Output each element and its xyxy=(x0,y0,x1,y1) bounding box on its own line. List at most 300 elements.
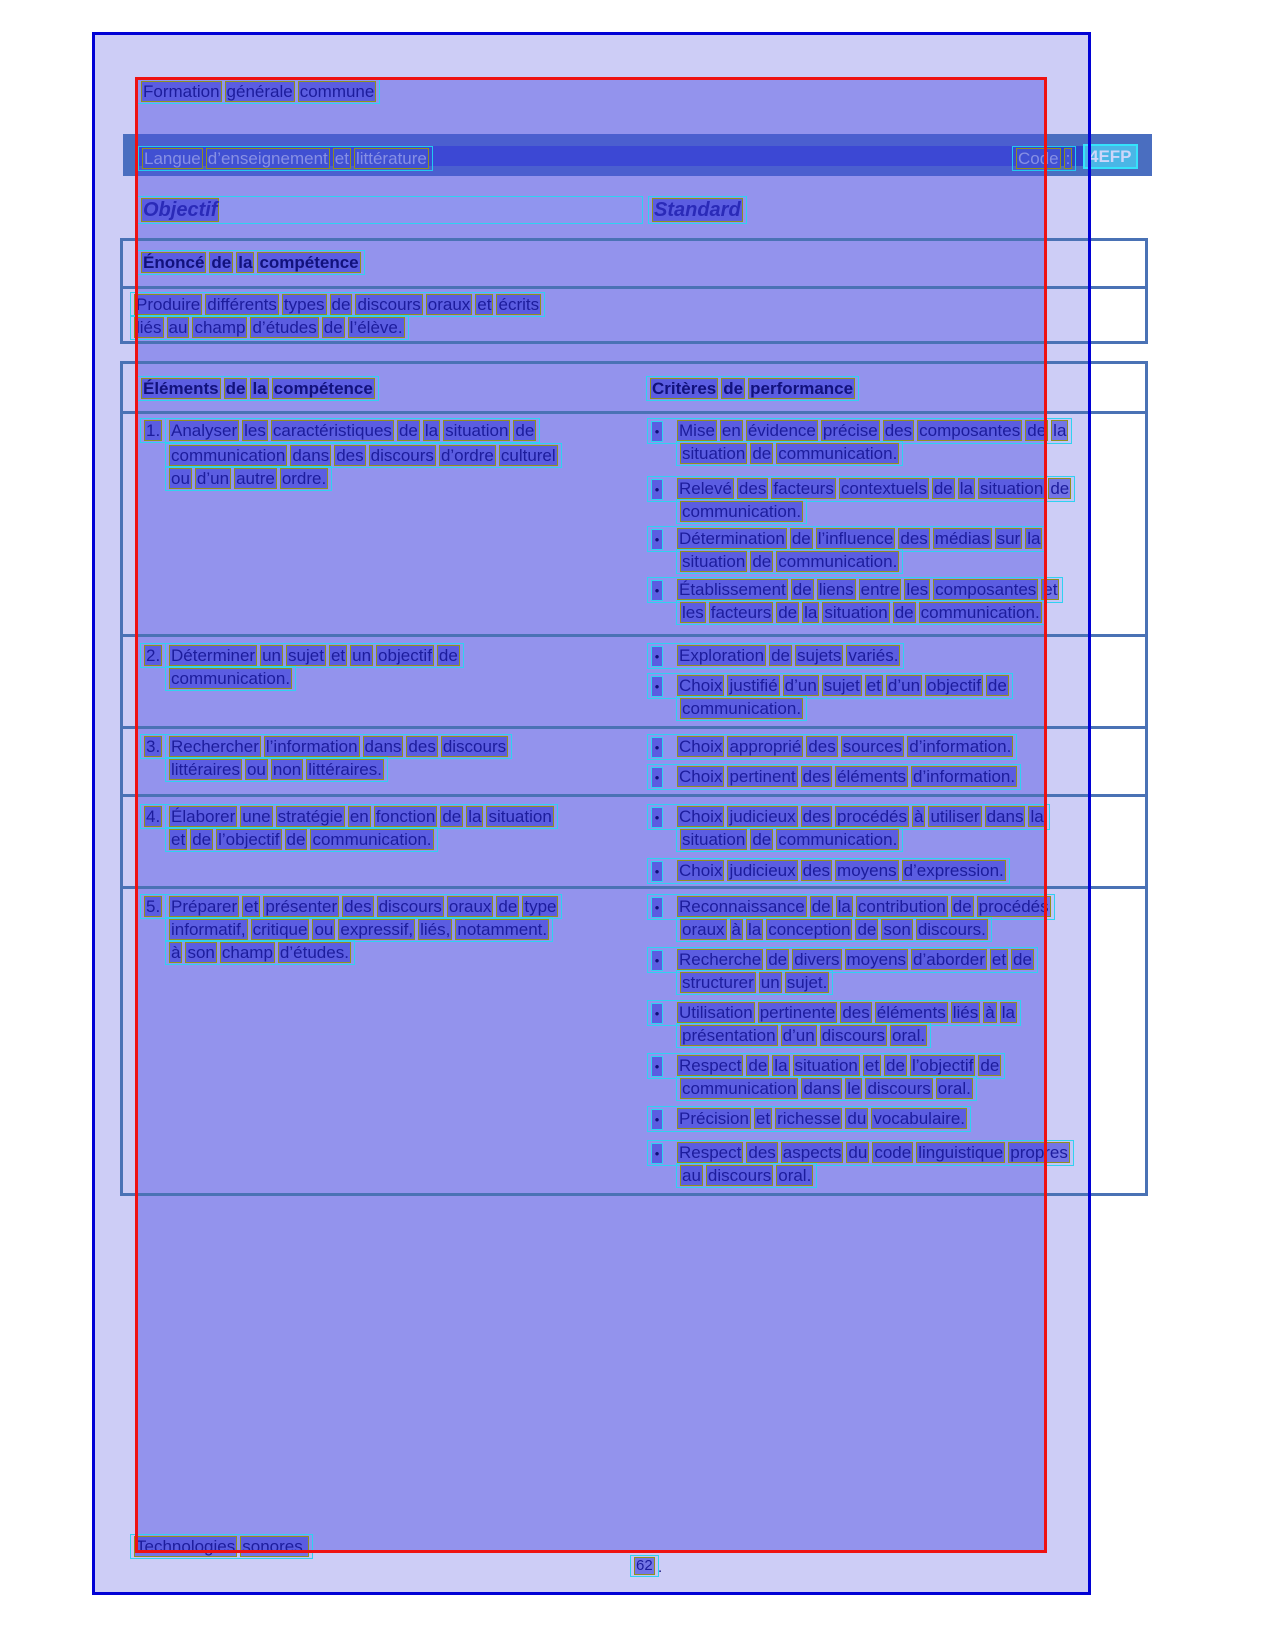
ocr-word-box: du xyxy=(847,1109,867,1128)
ocr-word-box: la xyxy=(238,253,253,272)
ocr-word-box: de xyxy=(768,950,788,969)
ocr-word-box: en xyxy=(349,807,369,826)
ocr-word-box: champ xyxy=(221,943,273,962)
bullet-marker: • xyxy=(651,421,663,442)
ocr-word-box: aspects xyxy=(782,1143,842,1162)
ocr-word-box: communication xyxy=(682,1079,797,1098)
ocr-word-box: la xyxy=(424,421,439,440)
ocr-word-box: oral. xyxy=(937,1079,971,1098)
ocr-word-box: médias xyxy=(934,529,990,548)
ocr-word-box: à xyxy=(171,943,181,962)
enonce-header xyxy=(137,250,365,275)
bullet-marker: • xyxy=(651,580,663,601)
ocr-word-box: communication. xyxy=(778,444,898,463)
ocr-word-box: sujet. xyxy=(786,973,828,992)
item-line xyxy=(165,940,355,965)
ocr-word-box: richesse xyxy=(777,1109,841,1128)
ocr-word-box: de xyxy=(515,421,535,440)
code-label xyxy=(1012,146,1076,171)
ocr-word-box: présenter xyxy=(265,897,338,916)
ocr-word-box: évidence xyxy=(747,421,816,440)
item-line xyxy=(165,804,558,829)
bullet-marker: • xyxy=(651,1003,663,1024)
ocr-word-box: discours xyxy=(867,1079,931,1098)
ocr-word-box: compétence xyxy=(273,379,373,398)
ocr-word-box: présentation xyxy=(682,1026,776,1045)
ocr-word-box: communication. xyxy=(682,699,802,718)
ocr-word-box: l’information xyxy=(265,737,358,756)
ocr-word-box: stratégie xyxy=(277,807,343,826)
criterion-line xyxy=(676,549,903,574)
ocr-word-box: situation xyxy=(445,421,509,440)
ocr-word-box: d’études xyxy=(252,318,317,337)
ocr-word-box: d’information. xyxy=(909,737,1012,756)
ocr-word-box: oraux xyxy=(427,295,471,314)
ocr-word-box: les xyxy=(682,603,704,622)
ocr-word-box: de xyxy=(1013,950,1032,969)
criterion-line xyxy=(676,1076,977,1101)
ocr-word-box: des xyxy=(748,1143,776,1162)
ocr-word-box: un xyxy=(760,973,780,992)
ocr-word-box: Choix xyxy=(679,807,723,826)
ocr-word-box: sources xyxy=(842,737,903,756)
ocr-word-box: des xyxy=(802,861,831,880)
ocr-word-box: discours xyxy=(707,1166,772,1185)
ocr-word-box: de xyxy=(211,253,232,272)
ocr-word-box: littéraires. xyxy=(308,760,382,779)
ocr-word-box: Code xyxy=(1018,149,1059,168)
ocr-word-box: divers xyxy=(794,950,840,969)
table-row-divider xyxy=(123,726,1145,729)
ocr-word-box: Langue xyxy=(144,149,201,168)
ocr-word-box: discours. xyxy=(917,920,986,939)
ocr-word-box: propres xyxy=(1010,1143,1068,1162)
ocr-word-box: éléments xyxy=(837,767,907,786)
ocr-word-box: contribution xyxy=(857,897,946,916)
ocr-word-box: Choix xyxy=(679,737,723,756)
ocr-word-box: communication. xyxy=(682,502,802,521)
ocr-word-box: pertinente xyxy=(759,1003,836,1022)
ocr-word-box: discours xyxy=(357,295,421,314)
bullet-marker: • xyxy=(651,767,663,788)
ocr-word-box: éléments xyxy=(876,1003,946,1022)
ocr-word-box: Exploration xyxy=(679,646,765,665)
ocr-word-box: et xyxy=(171,830,186,849)
ocr-word-box: liés xyxy=(136,318,162,337)
ocr-word-box: Précision xyxy=(679,1109,749,1128)
ocr-word-box: de xyxy=(811,897,831,916)
col2-header xyxy=(646,376,859,401)
ocr-word-box: Détermination xyxy=(679,529,785,548)
ocr-word-box: 4. xyxy=(146,807,161,826)
ocr-word-box: la xyxy=(1027,529,1041,548)
criterion-line xyxy=(676,696,807,721)
ocr-word-box: la xyxy=(1001,1003,1015,1022)
ocr-word-box: de xyxy=(980,1056,1000,1075)
ocr-word-box: Respect xyxy=(679,1143,742,1162)
ocr-word-box: et xyxy=(755,1109,771,1128)
table-row-divider xyxy=(123,886,1145,889)
ocr-word-box: informatif, xyxy=(171,920,246,939)
ocr-word-box: précise xyxy=(822,421,878,440)
ocr-word-box: situation xyxy=(794,1056,858,1075)
ocr-word-box: de xyxy=(752,830,772,849)
ocr-word-box: sujet xyxy=(288,646,324,665)
enonce-line xyxy=(130,315,409,340)
ocr-word-box: de xyxy=(192,830,212,849)
ocr-word-box: Préparer xyxy=(171,897,238,916)
ocr-word-box: de xyxy=(442,807,462,826)
ocr-word-box: de xyxy=(723,379,744,398)
ocr-word-box: communication. xyxy=(778,552,898,571)
ocr-word-box: oraux xyxy=(682,920,725,939)
ocr-word-box: et xyxy=(1043,580,1058,599)
ocr-word-box: les xyxy=(244,421,266,440)
criterion-line xyxy=(676,441,903,466)
ocr-word-box: situation xyxy=(682,552,746,571)
ocr-word-box: de xyxy=(987,676,1007,695)
ocr-word-box: 1. xyxy=(146,421,161,440)
ocr-word-box: fonction xyxy=(375,807,436,826)
criterion-line xyxy=(676,1023,931,1048)
bullet-marker: • xyxy=(651,897,663,918)
ocr-word-box: de xyxy=(886,1056,905,1075)
ocr-word-box: l’objectif xyxy=(911,1056,974,1075)
ocr-word-box: situation xyxy=(979,479,1044,498)
criterion-line xyxy=(647,643,904,669)
ocr-word-box: Éléments xyxy=(143,379,219,398)
table-row-divider xyxy=(123,794,1145,797)
item-number xyxy=(140,418,166,443)
ocr-word-box: 3. xyxy=(146,737,161,756)
ocr-word-box: son xyxy=(187,943,215,962)
ocr-word-box: ou xyxy=(171,469,190,488)
ocr-word-box: au xyxy=(682,1166,701,1185)
heading-standard xyxy=(648,196,747,224)
ocr-word-box: type xyxy=(524,897,557,916)
item-number xyxy=(140,734,166,759)
ocr-word-box: contextuels xyxy=(840,479,927,498)
ocr-word-box: de xyxy=(791,529,811,548)
ocr-word-box: judicieux xyxy=(729,861,796,880)
ocr-word-box: approprié xyxy=(729,737,802,756)
ocr-word-box: utiliser xyxy=(930,807,980,826)
ocr-word-box: de xyxy=(286,830,306,849)
ocr-word-box: l’influence xyxy=(817,529,894,548)
bullet-marker: • xyxy=(651,646,663,667)
ocr-word-box: la xyxy=(774,1056,788,1075)
ocr-word-box: performance xyxy=(750,379,854,398)
ocr-word-box: le xyxy=(847,1079,861,1098)
ocr-word-box: Déterminer xyxy=(171,646,256,665)
ocr-word-box: son xyxy=(883,920,911,939)
item-line xyxy=(165,418,540,443)
ocr-word-box: discours xyxy=(378,897,442,916)
criterion-line xyxy=(676,499,807,524)
ocr-word-box: la xyxy=(748,920,762,939)
criterion-line xyxy=(676,827,903,852)
ocr-word-box: communication. xyxy=(778,830,898,849)
bullet-marker: • xyxy=(651,861,663,882)
bullet-marker: • xyxy=(651,479,663,500)
ocr-word-box: Recherche xyxy=(679,950,762,969)
criterion-line xyxy=(647,734,1017,760)
ocr-word-box: des xyxy=(802,767,831,786)
ocr-word-box: objectif xyxy=(378,646,432,665)
heading-objectif xyxy=(137,196,643,224)
ocr-word-box: types xyxy=(283,295,325,314)
ocr-word-box: des xyxy=(900,529,928,548)
ocr-word-box: de xyxy=(778,603,798,622)
ocr-word-box: communication. xyxy=(312,830,432,849)
ocr-word-box: pertinent xyxy=(729,767,796,786)
ocr-word-box: Technologies xyxy=(136,1537,236,1556)
ocr-word-box: Analyser xyxy=(171,421,238,440)
criterion-line xyxy=(676,600,1046,625)
ocr-word-box: à xyxy=(731,920,741,939)
page-number xyxy=(630,1555,659,1577)
ocr-word-box: compétence xyxy=(259,253,359,272)
ocr-word-box: situation xyxy=(682,830,746,849)
ocr-word-box: moyens xyxy=(837,861,897,880)
ocr-word-box: des xyxy=(808,737,836,756)
ocr-word-box: sujets xyxy=(796,646,842,665)
ocr-word-box: de xyxy=(225,379,246,398)
ocr-word-box: d’information. xyxy=(913,767,1016,786)
table-row-divider xyxy=(123,411,1145,414)
ocr-word-box: : xyxy=(1065,149,1071,168)
subject-title xyxy=(138,146,433,171)
document-title xyxy=(137,79,380,104)
ocr-word-box: d’un xyxy=(782,1026,815,1045)
ocr-word-box: de xyxy=(952,897,972,916)
ocr-word-box: et xyxy=(330,646,346,665)
ocr-word-box: la xyxy=(252,379,267,398)
ocr-word-box: situation xyxy=(682,444,746,463)
ocr-word-box: liés, xyxy=(420,920,451,939)
ocr-word-box: d’un xyxy=(784,676,817,695)
ocr-word-box: 5. xyxy=(146,897,161,916)
ocr-word-box: en xyxy=(721,421,741,440)
ocr-word-box: d’ordre xyxy=(440,446,494,465)
ocr-word-box: d’un xyxy=(887,676,921,695)
bullet-marker: • xyxy=(651,737,663,758)
ocr-word-box: procédés xyxy=(978,897,1049,916)
ocr-word-box: d’enseignement xyxy=(207,149,328,168)
ocr-word-box: dans xyxy=(986,807,1024,826)
ocr-word-box: Choix xyxy=(679,676,723,695)
ocr-word-box: Critères xyxy=(652,379,717,398)
ocr-word-box: moyens xyxy=(846,950,907,969)
ocr-word-box: de xyxy=(752,552,772,571)
ocr-word-box: entre xyxy=(860,580,900,599)
ocr-word-box: ordre. xyxy=(281,469,327,488)
bullet-marker: • xyxy=(651,1143,663,1164)
ocr-word-box: Énoncé xyxy=(143,253,205,272)
ocr-word-box: d’aborder xyxy=(913,950,985,969)
ocr-word-box: des xyxy=(738,479,767,498)
ocr-word-box: Relevé xyxy=(679,479,732,498)
ocr-word-box: non xyxy=(272,760,302,779)
ocr-word-box: un xyxy=(352,646,372,665)
ocr-word-box: des xyxy=(408,737,436,756)
ocr-word-box: et xyxy=(864,1056,880,1075)
ocr-word-box: judicieux xyxy=(729,807,796,826)
ocr-word-box: dans xyxy=(803,1079,841,1098)
ocr-word-box: l’objectif xyxy=(218,830,280,849)
ocr-word-box: des xyxy=(842,1003,870,1022)
ocr-word-box: Respect xyxy=(679,1056,742,1075)
item-number xyxy=(140,643,166,668)
ocr-word-box: une xyxy=(242,807,271,826)
ocr-word-box: de xyxy=(323,318,343,337)
table-row-divider xyxy=(123,634,1145,637)
ocr-word-box: générale xyxy=(226,82,293,101)
ocr-word-box: des xyxy=(344,897,372,916)
ocr-word-box: de xyxy=(894,603,914,622)
ocr-word-box: Formation xyxy=(143,82,220,101)
ocr-word-box: de xyxy=(792,580,812,599)
item-line xyxy=(165,917,553,942)
ocr-word-box: écrits xyxy=(498,295,540,314)
ocr-word-box: ou xyxy=(246,760,266,779)
ocr-word-box: d’expression. xyxy=(903,861,1004,880)
ocr-word-box: procédés xyxy=(837,807,907,826)
ocr-word-box: la xyxy=(837,897,851,916)
ocr-word-box: Choix xyxy=(679,767,723,786)
item-line xyxy=(165,466,332,491)
ocr-word-box: de xyxy=(1027,421,1047,440)
item-line xyxy=(165,894,562,919)
ocr-word-box: liés xyxy=(952,1003,979,1022)
table-row-divider xyxy=(123,286,1145,289)
ocr-word-box: conception xyxy=(768,920,851,939)
ocr-word-box: la xyxy=(468,807,482,826)
ocr-word-box: Objectif xyxy=(143,199,218,221)
ocr-word-box: littérature xyxy=(355,149,427,168)
ocr-word-box: du xyxy=(848,1143,868,1162)
ocr-word-box: Choix xyxy=(679,861,723,880)
bullet-marker: • xyxy=(651,529,663,550)
item-line xyxy=(165,643,464,668)
ocr-word-box: autre xyxy=(236,469,275,488)
ocr-word-box: oral. xyxy=(892,1026,926,1045)
ocr-word-box: de xyxy=(331,295,351,314)
page-number-dot: . xyxy=(658,1559,663,1576)
criterion-line xyxy=(676,1163,817,1188)
ocr-word-box: la xyxy=(804,603,818,622)
ocr-word-box: critique xyxy=(252,920,308,939)
ocr-word-box: communication. xyxy=(920,603,1040,622)
ocr-word-box: 2. xyxy=(146,646,161,665)
ocr-word-box: variés. xyxy=(848,646,899,665)
ocr-word-box: liens xyxy=(818,580,854,599)
item-number xyxy=(140,804,166,829)
ocr-word-box: de xyxy=(857,920,877,939)
ocr-word-box: dans xyxy=(364,737,402,756)
ocr-word-box: la xyxy=(959,479,973,498)
item-line xyxy=(165,666,296,691)
ocr-word-box: notamment. xyxy=(457,920,548,939)
ocr-word-box: vocabulaire. xyxy=(873,1109,966,1128)
ocr-word-box: différents xyxy=(207,295,277,314)
ocr-word-box: la xyxy=(1030,807,1044,826)
ocr-word-box: objectif xyxy=(927,676,981,695)
ocr-word-box: code xyxy=(874,1143,912,1162)
footer-note xyxy=(130,1534,313,1559)
ocr-word-box: oraux xyxy=(448,897,492,916)
ocr-word-box: Élaborer xyxy=(171,807,236,826)
ocr-word-box: dans xyxy=(292,446,330,465)
ocr-word-box: des xyxy=(884,421,913,440)
ocr-word-box: communication. xyxy=(171,669,291,688)
ocr-word-box: et xyxy=(334,149,349,168)
item-line xyxy=(165,734,512,759)
code-value: 4EFP xyxy=(1083,144,1138,169)
ocr-word-box: de xyxy=(752,444,772,463)
ocr-word-box: Utilisation xyxy=(679,1003,753,1022)
ocr-word-box: de xyxy=(1050,479,1070,498)
ocr-word-box: oral. xyxy=(778,1166,812,1185)
ocr-word-box: Produire xyxy=(136,295,201,314)
ocr-word-box: de xyxy=(771,646,790,665)
ocr-word-box: et xyxy=(477,295,492,314)
ocr-word-box: communication xyxy=(171,446,286,465)
ocr-word-box: facteurs xyxy=(773,479,834,498)
ocr-word-box: les xyxy=(906,580,929,599)
ocr-word-box: facteurs xyxy=(710,603,772,622)
ocr-word-box: à xyxy=(985,1003,995,1022)
ocr-word-box: sonores. xyxy=(242,1537,308,1556)
item-line xyxy=(165,827,438,852)
item-line xyxy=(165,757,388,782)
ocr-word-box: discours xyxy=(821,1026,886,1045)
ocr-word-box: culturel xyxy=(500,446,556,465)
ocr-word-box: situation xyxy=(824,603,888,622)
ocr-word-box: structurer xyxy=(682,973,754,992)
ocr-word-box: Rechercher xyxy=(171,737,259,756)
ocr-word-box: commune xyxy=(299,82,375,101)
ocr-word-box: sur xyxy=(996,529,1021,548)
ocr-word-box: d’un xyxy=(196,469,230,488)
ocr-word-box: des xyxy=(336,446,364,465)
ocr-word-box: de xyxy=(398,421,418,440)
bullet-marker: • xyxy=(651,807,663,828)
ocr-word-box: discours xyxy=(442,737,507,756)
criterion-line xyxy=(676,970,833,995)
ocr-word-box: des xyxy=(802,807,831,826)
ocr-word-box: de xyxy=(438,646,458,665)
bullet-marker: • xyxy=(651,676,663,697)
ocr-word-box: Reconnaissance xyxy=(679,897,805,916)
ocr-word-box: l’élève. xyxy=(349,318,403,337)
ocr-word-box: 62 xyxy=(636,1557,653,1574)
ocr-word-box: littéraires xyxy=(171,760,240,779)
bullet-marker: • xyxy=(651,1056,663,1077)
ocr-word-box: à xyxy=(913,807,924,826)
ocr-word-box: la xyxy=(1053,421,1067,440)
criterion-line xyxy=(647,764,1021,790)
ocr-word-box: de xyxy=(748,1056,768,1075)
ocr-word-box: expressif, xyxy=(340,920,414,939)
ocr-word-box: au xyxy=(168,318,188,337)
bullet-marker: • xyxy=(651,1109,663,1130)
ocr-word-box: Établissement xyxy=(679,580,786,599)
ocr-word-box: Mise xyxy=(679,421,715,440)
ocr-word-box: de xyxy=(933,479,953,498)
ocr-word-box: composantes xyxy=(919,421,1021,440)
ocr-word-box: et xyxy=(244,897,259,916)
